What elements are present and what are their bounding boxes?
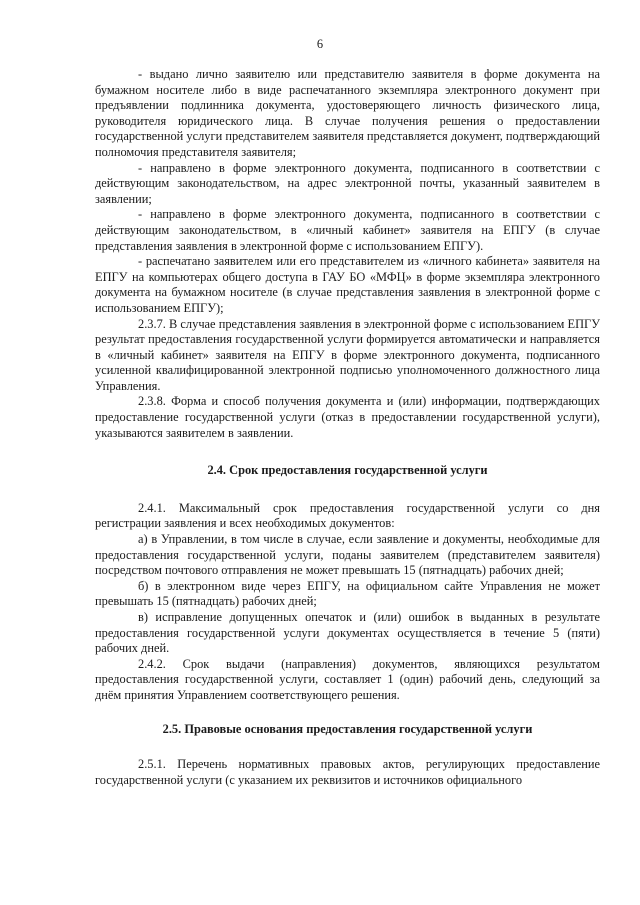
- section-heading: 2.4. Срок предоставления государственной услуги: [207, 463, 488, 478]
- paragraph: 2.3.8. Форма и способ получения документа и (или) информации, подтверждающих предоставление государственной услуги (отказ в предоставлении государственной услуги), указываются заявителем в заявлении.: [95, 394, 600, 440]
- paragraph: б) в электронном виде через ЕПГУ, на официальном сайте Управления не может превышать 15 (пятнадцать) рабочих дней;: [95, 578, 600, 609]
- document-body: [95, 67, 600, 788]
- page-number: 6: [316, 37, 324, 51]
- paragraph: в) исправление допущенных опечаток и (или) ошибок в выданных в результате предоставления государственной услуги документах осуществляется в течение 5 (пяти) рабочих дней.: [95, 610, 600, 656]
- paragraph: а) в Управлении, в том числе в случае, если заявление и документы, необходимые для предоставления государственной услуги, поданы заявителем (представителем заявителя) посредством почтового отправления не может превышать 15 (пятнадцать) рабочих дней;: [95, 532, 600, 578]
- paragraph: - выдано лично заявителю или представителю заявителя в форме документа на бумажном носителе либо в виде распечатанного экземпляра электронного документ при предъявлении подлинника документа, удостоверяющего личность физического лица, руководителя юридического лица. В случае получения решения о предоставлении государственной услуги представителем заявителя представляется документ, подтверждающий полномочия представителя заявителя;: [95, 67, 600, 159]
- paragraph: - распечатано заявителем или его представителем из «личного кабинета» заявителя на ЕПГУ на компьютерах общего доступа в ГАУ БО «МФЦ» в форме экземпляра электронного документа на бумажном носителе (в случае представления заявления в электронной форме с использованием ЕПГУ);: [95, 254, 600, 315]
- paragraph: 2.4.2. Срок выдачи (направления) документов, являющихся результатом предоставления государственной услуги, составляет 1 (один) рабочий день, следующий за днём принятия Управлением соответствующего решения.: [95, 656, 600, 702]
- paragraph: 2.4.1. Максимальный срок предоставления государственной услуги со дня регистрации заявления и всех необходимых документов:: [95, 500, 600, 531]
- paragraph: 2.5.1. Перечень нормативных правовых актов, регулирующих предоставление государственной услуги (с указанием их реквизитов и источников официального: [95, 757, 600, 787]
- paragraph: - направлено в форме электронного документа, подписанного в соответствии с действующим законодательством, в «личный кабинет» заявителя на ЕПГУ (в случае представления заявления в электронной форме с использованием ЕПГУ).: [95, 207, 600, 253]
- section-heading: 2.5. Правовые основания предоставления государственной услуги: [162, 721, 533, 736]
- paragraph: - направлено в форме электронного документа, подписанного в соответствии с действующим законодательством, на адрес электронной почты, указанный заявителем в заявлении;: [95, 160, 600, 206]
- paragraph: 2.3.7. В случае представления заявления в электронной форме с использованием ЕПГУ результат предоставления государственной услуги формируется автоматически и направляется в «личный кабинет» заявителя на ЕПГУ в форме электронного документа, подписанного усиленной квалифицированной электронной подписью уполномоченного должностного лица Управления.: [95, 316, 600, 393]
